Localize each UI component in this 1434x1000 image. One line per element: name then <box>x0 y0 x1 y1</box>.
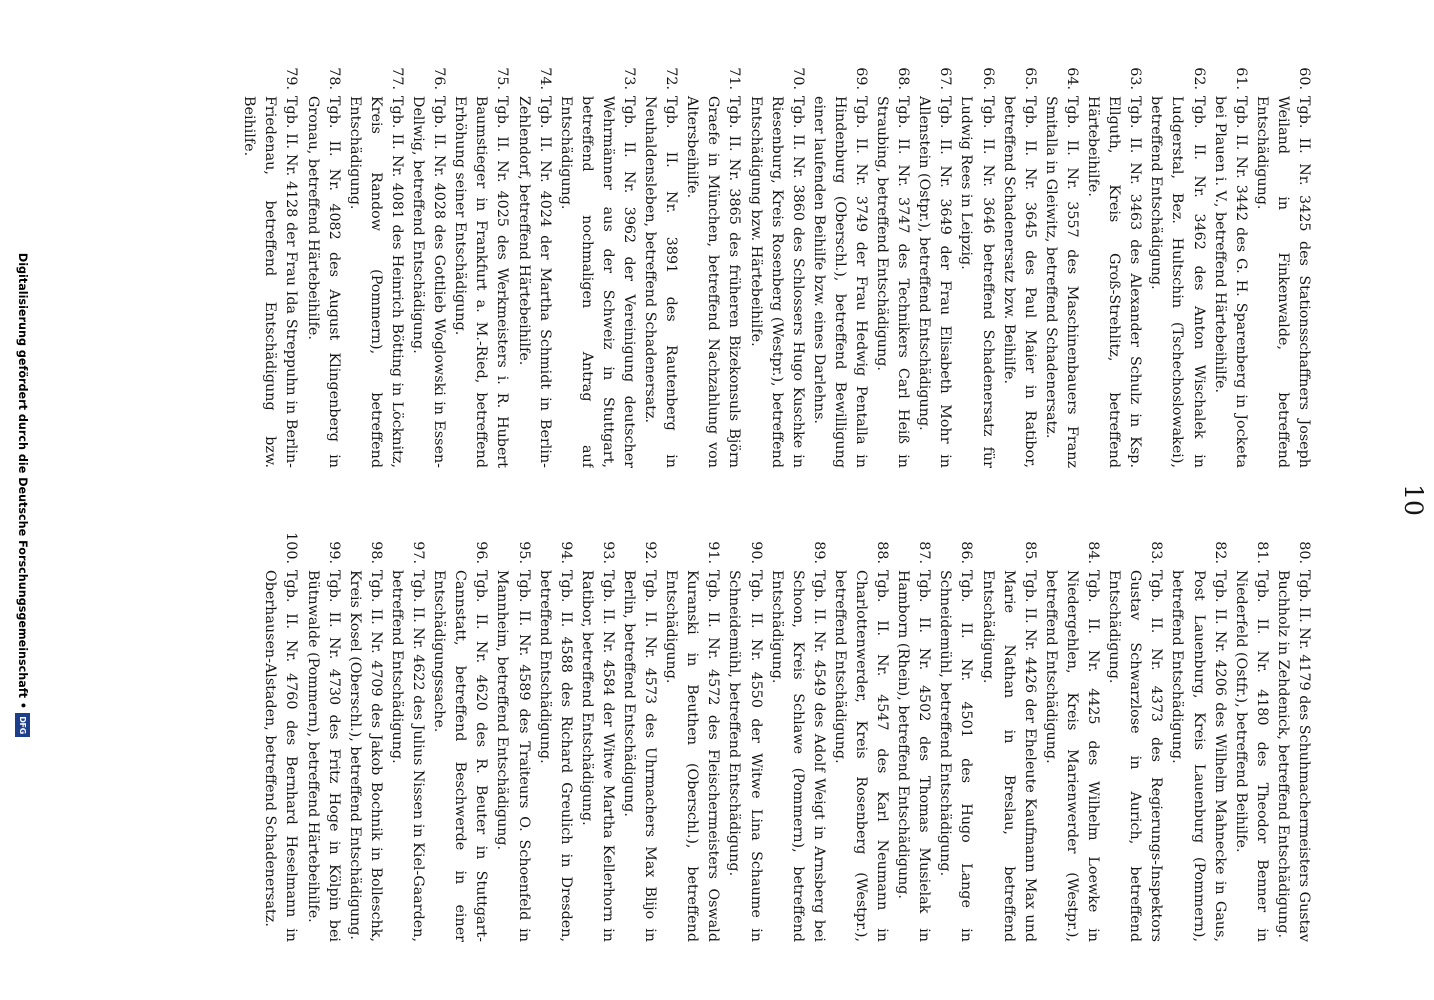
entry-text: Tgb. II. Nr. 3891 des Rautenberg in Neuhaldensleben, betreffend Schadenersatz. <box>642 96 680 468</box>
entry-number: 63. <box>1127 67 1144 90</box>
list-entry <box>1209 58 1251 468</box>
list-entry <box>1040 58 1082 468</box>
entry-number: 72. <box>663 67 680 90</box>
entry-text: Tgb. II. Nr. 4081 des Heinrich Bötting in Löcknitz, Kreis Randow (Pommern), betreffend Entschädigung. <box>346 96 405 468</box>
entry-number: 93. <box>599 541 616 564</box>
entry-number: 79. <box>283 67 300 90</box>
list-entry <box>449 58 512 468</box>
entry-text: Tgb. II. Nr. 3646 betreffend Schadenersatz für Ludwig Rees in Leipzig. <box>958 96 996 468</box>
entry-text: Tgb. II. 4588 des Richard Greulich in Dresden, betreffend Entschädigung. <box>536 570 574 942</box>
list-entry <box>681 58 744 468</box>
list-entry <box>555 58 639 468</box>
list-entry <box>744 58 807 468</box>
entry-number: 100. <box>283 532 300 564</box>
entry-text: Tgb. II. Nr. 3442 des G. H. Sparenberg in Jocketa bei Plauen i. V., betreffend Härtebeihilfe. <box>1211 96 1249 468</box>
list-entry <box>386 532 428 942</box>
entry-text: Tgb. II. Nr. 3462 des Anton Wischalek in Ludgerstal, Bez. Hultschin (Tschechoslowakei), betreffend Entschädigung. <box>1148 96 1207 468</box>
entry-number: 92. <box>642 541 659 564</box>
entry-number: 80. <box>1296 541 1312 564</box>
entry-text: Tgb. II. Nr. 4573 des Uhrmachers Max Blijo in Berlin, betreffend Entschädigung. <box>621 570 659 942</box>
entry-number: 88. <box>874 541 891 564</box>
list-entry <box>238 58 301 468</box>
entry-text: Tgb. II. Nr. 4082 des August Klingenberg in Gronau, betreffend Härtebeihilfe. <box>304 96 342 468</box>
entry-text: Tgb. II. Nr. 3645 des Paul Maier in Ratibor, betreffend Schadenersatz bzw. Beihilfe. <box>1000 96 1038 468</box>
page-number: 10 <box>1399 484 1428 516</box>
entry-number: 91. <box>705 541 722 564</box>
digitization-footer <box>15 0 30 990</box>
list-entry <box>428 532 491 942</box>
entry-number: 68. <box>895 67 912 90</box>
entry-text: Tgb. II. Nr. 4549 des Adolf Weigt in Arnsberg bei Schoon, Kreis Schlawe (Pommern), betreffend Entschädigung. <box>768 570 827 942</box>
entry-text: Tgb. II. Nr. 4622 des Julius Nissen in Kiel-Gaarden, betreffend Entschädigung. <box>388 570 427 942</box>
entry-number: 78. <box>325 67 342 90</box>
entry-number: 85. <box>1021 541 1038 564</box>
entry-text: Tgb. II. Nr. 4620 des R. Beuter in Stuttgart-Cannstatt, betreffend Beschwerde in einer Entschädigungssache. <box>431 570 490 942</box>
entry-text: Tgb. II. Nr. 3962 der Vereinigung deutscher Wehrmänner aus der Schweiz in Stuttgart, betreffend nochmaligen Antrag auf Entschädigung. <box>557 96 637 468</box>
list-entry <box>1251 58 1314 468</box>
entry-text: Tgb. II. Nr. 3860 des Schlossers Hugo Kuschke in Riesenburg, Kreis Rosenberg (Westpr.), betreffend Entschädigung bzw. Härtebeihilfe. <box>747 96 806 468</box>
list-entry <box>766 532 829 942</box>
entry-number: 87. <box>916 541 933 564</box>
entry-number: 94. <box>557 541 574 564</box>
entry-text: Tgb. II. Nr. 4180 des Theodor Benner in Niederfeld (Ostfr.), betreffend Beihilfe. <box>1232 570 1270 942</box>
entry-text: Tgb. II. Nr. 3649 der Frau Elisabeth Mohr in Allenstein (Ostpr.), betreffend Entschädigung. <box>916 96 954 468</box>
list-entry <box>723 532 765 942</box>
entry-number: 84. <box>1085 541 1102 564</box>
list-entry <box>1145 58 1208 468</box>
entry-number: 82. <box>1211 541 1228 564</box>
list-entry <box>1166 532 1229 942</box>
entry-number: 71. <box>726 67 743 90</box>
entry-text: Tgb. II. Nr. 4028 des Gottlieb Woglowski in Essen-Dellwig, betreffend Entschädigung. <box>410 96 448 468</box>
list-entry <box>892 532 934 942</box>
entry-number: 67. <box>937 67 954 90</box>
entry-text: Tgb. II. Nr. 4128 der Frau Ida Streppuhn in Berlin-Friedenau, betreffend Entschädigung bzw. Beihilfe. <box>241 96 300 468</box>
entry-number: 74. <box>536 67 553 90</box>
entry-text: Tgb. II. Nr. 4373 des Regierungs-Inspektors Gustav Schwarzlose in Aurich, betreffend Entschädigung. <box>1106 570 1165 942</box>
entry-number: 65. <box>1021 67 1038 90</box>
list-entry <box>1230 532 1272 942</box>
entry-text: Tgb. II. Nr. 3557 des Maschinenbauers Franz Smitalla in Gleiwitz, betreffend Schadenersatz. <box>1042 96 1080 468</box>
list-entry <box>660 532 723 942</box>
entry-text: Tgb. II. Nr. 3747 des Technikers Carl Heiß in Straubing, betreffend Entschädigung. <box>874 96 912 468</box>
entry-text: Tgb. II. Nr. 4426 der Eheleute Kaufmann Max und Marie Nathan in Breslau, betreffend Entschädigung. <box>979 570 1038 942</box>
entry-text: Tgb. II. Nr. 3749 der Frau Hedwig Pentalla in Hindenburg (Oberschl.), betreffend Bewilligung einer laufenden Beihilfe bzw. eines Darlehns. <box>810 96 870 468</box>
list-entry <box>491 532 533 942</box>
entry-number: 83. <box>1148 541 1165 564</box>
list-entry <box>871 58 913 468</box>
entry-number: 73. <box>621 67 637 90</box>
entry-text: Tgb. II. Nr. 4501 des Hugo Lange in Schneidemühl, betreffend Entschädigung. <box>937 570 975 942</box>
list-entry <box>618 532 660 942</box>
list-entry <box>1040 532 1103 942</box>
list-entry <box>808 58 871 468</box>
dfg-logo: DFG <box>15 713 30 737</box>
entry-text: Tgb. II. Nr. 4025 des Werkmeisters i. R. Hubert Baumstieger in Frankfurt a. M.-Ried, betreffend Erhöhung seiner Entschädigung. <box>452 96 511 468</box>
list-entry <box>1103 532 1166 942</box>
list-entry <box>955 58 997 468</box>
entry-number: 76. <box>431 67 448 90</box>
list-entry <box>344 58 407 468</box>
entry-text: Tgb. II. Nr. 4760 des Bernhard Heselmann in Oberhausen-Alstaden, betreffend Schadenersatz. <box>262 570 300 942</box>
entry-number: 64. <box>1063 67 1080 90</box>
list-entry <box>1082 58 1145 468</box>
entry-text: Tgb. II. Nr. 4547 des Karl Neumann in Charlottenwerder, Kreis Rosenberg (Westpr.), betreffend Entschädigung. <box>831 570 891 942</box>
entry-number: 70. <box>789 67 806 90</box>
entry-number: 66. <box>979 67 996 90</box>
entry-text: Tgb. II. Nr. 4425 des Wilhelm Loewke in Niedergehlen, Kreis Marienwerder (Westpr.), betreffend Entschädigung. <box>1042 570 1102 942</box>
entry-number: 99. <box>325 541 342 564</box>
list-entry <box>302 58 344 468</box>
list-entry <box>534 532 576 942</box>
list-entry <box>302 532 344 942</box>
entry-text: Tgb. II. Nr. 4550 der Witwe Lina Schaume in Schneidemühl, betreffend Entschädigung. <box>726 570 764 942</box>
left-column <box>14 58 1314 468</box>
entry-number: 69. <box>853 67 870 90</box>
entry-text: Tgb. II. Nr. 3425 des Stationsschaffners Joseph Weiland in Finkenwalde, betreffend Entschädigung. <box>1253 96 1312 468</box>
entry-text: Tgb. II. Nr. 4709 des Jakob Bochnik in Bolleschk, Kreis Kosel (Oberschl.), betreffend Entschädigung. <box>346 570 384 942</box>
footer-credit: Digitalisierung gefördert durch die Deutsche Forschungsgemeinschaft • <box>16 252 29 710</box>
entry-text: Tgb. II. Nr. 4730 des Fritz Hoge in Kölpin bei Bütnwalde (Pommern), betreffend Härtebeihilfe. <box>304 570 342 942</box>
list-entry <box>1272 532 1314 942</box>
list-entry <box>913 58 955 468</box>
entry-number: 96. <box>473 541 490 564</box>
entry-number: 89. <box>810 541 827 564</box>
list-entry <box>576 532 618 942</box>
entry-number: 61. <box>1232 67 1249 90</box>
list-entry <box>934 532 976 942</box>
entry-number: 62. <box>1190 67 1207 90</box>
entry-number: 95. <box>515 541 532 564</box>
list-entry <box>977 532 1040 942</box>
entry-number: 86. <box>958 541 975 564</box>
entry-text: Tgb. II. Nr. 3463 des Alexander Schulz in Ksp. Ellguth, Kreis Groß-Strehlitz, betreffend Härtebeihilfe. <box>1085 96 1144 468</box>
entry-text: Tgb. II. Nr. 4572 des Fleischermeisters Oswald Kuranski in Beuthen (Oberschl.), betreffend Entschädigung. <box>663 570 722 942</box>
list-entry <box>998 58 1040 468</box>
entry-text: Tgb. II. Nr. 3865 des früheren Bizekonsuls Björn Graefe in München, betreffend Nachzahlung von Altersbeihilfe. <box>684 96 743 468</box>
list-entry <box>829 532 892 942</box>
entry-number: 77. <box>388 67 405 90</box>
entry-text: Tgb. II. Nr. 4584 der Witwe Martha Kellerhorn in Ratibor, betreffend Entschädigung. <box>578 570 616 942</box>
entry-text: Tgb. II. Nr. 4206 des Wilhelm Mahnecke in Gaus, Post Lauenburg, Kreis Lauenburg (Pommern), betreffend Entschädigung. <box>1169 570 1228 942</box>
entry-number: 90. <box>747 541 764 564</box>
entry-number: 75. <box>494 67 511 90</box>
right-column <box>14 532 1314 942</box>
entry-text: Tgb. II. Nr. 4024 der Martha Schmidt in Berlin-Zehlendorf, betreffend Härtebeihilfe. <box>515 96 553 468</box>
entry-text: Tgb. II. Nr. 4589 des Traiteurs O. Schoenfeld in Mannheim, betreffend Entschädigung. <box>494 570 532 942</box>
entry-text: Tgb. II. Nr. 4502 des Thomas Musielak in Hamborn (Rhein), betreffend Entschädigung. <box>895 570 933 942</box>
entry-number: 60. <box>1296 67 1312 90</box>
list-entry <box>512 58 554 468</box>
list-entry <box>259 532 301 942</box>
entry-number: 81. <box>1253 541 1270 564</box>
entry-number: 98. <box>367 541 384 564</box>
list-entry <box>639 58 681 468</box>
entry-text: Tgb. II. Nr. 4179 des Schuhmachermeisters Gustav Buchholz in Zehdenick, betreffend Entschädigung. <box>1274 570 1312 942</box>
list-entry <box>407 58 449 468</box>
list-entry <box>344 532 386 942</box>
entry-number: 97. <box>410 541 427 564</box>
